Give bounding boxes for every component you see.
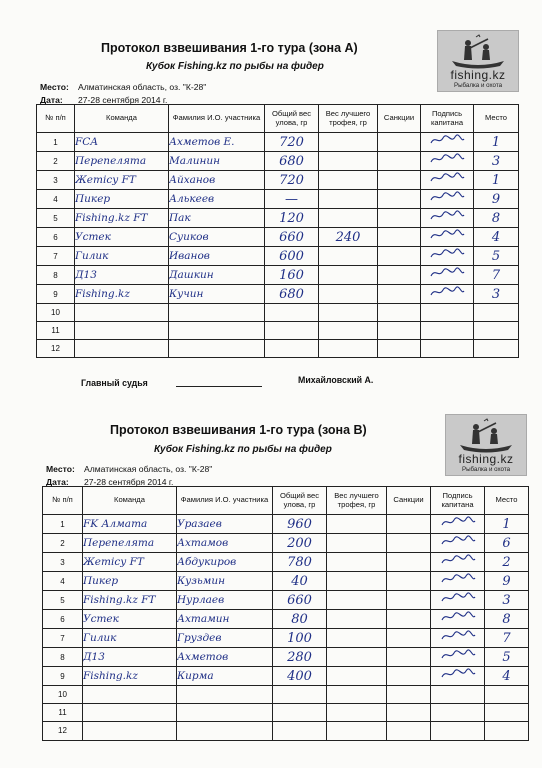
trophy-weight-cell xyxy=(319,304,378,322)
total-weight-cell: 280 xyxy=(273,648,327,667)
team-cell: Fishing.kz xyxy=(75,285,169,304)
captain-signature-cell xyxy=(431,610,485,629)
row-number: 9 xyxy=(37,285,75,304)
sanctions-cell xyxy=(387,591,431,610)
total-weight-cell: 680 xyxy=(265,152,319,171)
row-number: 9 xyxy=(43,667,83,686)
participant-cell xyxy=(169,339,265,357)
header-team: Команда xyxy=(75,105,169,133)
sanctions-cell xyxy=(387,534,431,553)
sanctions-cell xyxy=(378,209,421,228)
place-cell: 9 xyxy=(485,572,529,591)
total-weight-cell: 40 xyxy=(273,572,327,591)
team-cell: Устек xyxy=(83,610,177,629)
protocol-b-place xyxy=(46,464,212,474)
header-team: Команда xyxy=(83,487,177,515)
participant-cell: Груздев xyxy=(177,629,273,648)
header-sanctions: Санкции xyxy=(387,487,431,515)
chief-judge-name: Михайловский А. xyxy=(298,375,374,385)
trophy-weight-cell xyxy=(319,171,378,190)
table-row xyxy=(37,339,519,357)
row-number: 7 xyxy=(37,247,75,266)
sanctions-cell xyxy=(378,190,421,209)
captain-signature-cell xyxy=(421,209,474,228)
captain-signature-cell xyxy=(421,190,474,209)
sanctions-cell xyxy=(378,133,421,152)
table-row xyxy=(43,722,529,740)
captain-signature-cell xyxy=(431,648,485,667)
participant-cell xyxy=(177,704,273,722)
table-row xyxy=(43,704,529,722)
table-row xyxy=(43,648,529,667)
row-number: 5 xyxy=(43,591,83,610)
place-cell: 5 xyxy=(485,648,529,667)
participant-cell: Алькеев xyxy=(169,190,265,209)
row-number: 3 xyxy=(37,171,75,190)
signature-scribble-icon xyxy=(427,172,467,184)
signature-scribble-icon xyxy=(427,267,467,279)
row-number: 1 xyxy=(43,515,83,534)
signature-scribble-icon xyxy=(438,573,478,585)
header-participant: Фамилия И.О. участника xyxy=(177,487,273,515)
place-cell xyxy=(474,321,519,339)
row-number: 5 xyxy=(37,209,75,228)
team-cell xyxy=(83,722,177,740)
trophy-weight-cell xyxy=(319,247,378,266)
row-number: 10 xyxy=(37,304,75,322)
team-cell xyxy=(75,304,169,322)
table-row xyxy=(37,304,519,322)
table-header-row xyxy=(43,487,529,515)
participant-cell xyxy=(177,722,273,740)
trophy-weight-cell xyxy=(327,667,387,686)
row-number: 11 xyxy=(37,321,75,339)
place-cell: 8 xyxy=(485,610,529,629)
team-cell xyxy=(83,686,177,704)
header-total-weight: Общий вес улова, гр xyxy=(265,105,319,133)
place-cell: 7 xyxy=(474,266,519,285)
team-cell xyxy=(83,704,177,722)
row-number: 4 xyxy=(37,190,75,209)
participant-cell: Абдукиров xyxy=(177,553,273,572)
trophy-weight-cell xyxy=(327,515,387,534)
place-cell xyxy=(485,704,529,722)
team-cell: Перепелята xyxy=(83,534,177,553)
sanctions-cell xyxy=(387,572,431,591)
sanctions-cell xyxy=(378,339,421,357)
place-cell xyxy=(485,722,529,740)
place-value: Алматинская область, оз. "К-28" xyxy=(84,464,213,474)
date-label: Дата: xyxy=(40,95,63,105)
team-cell: Гилик xyxy=(75,247,169,266)
participant-cell: Уразаев xyxy=(177,515,273,534)
participant-cell xyxy=(169,321,265,339)
captain-signature-cell xyxy=(421,266,474,285)
trophy-weight-cell xyxy=(327,534,387,553)
trophy-weight-cell xyxy=(327,572,387,591)
header-place: Место xyxy=(485,487,529,515)
total-weight-cell: 100 xyxy=(273,629,327,648)
place-cell: 9 xyxy=(474,190,519,209)
total-weight-cell: 720 xyxy=(265,133,319,152)
sanctions-cell xyxy=(387,648,431,667)
captain-signature-cell xyxy=(431,515,485,534)
table-row xyxy=(37,321,519,339)
sanctions-cell xyxy=(378,285,421,304)
table-row xyxy=(37,152,519,171)
protocol-b-table xyxy=(42,486,529,741)
place-label: Место: xyxy=(40,82,69,92)
table-row xyxy=(37,285,519,304)
captain-signature-cell xyxy=(421,133,474,152)
table-row xyxy=(43,629,529,648)
row-number: 12 xyxy=(43,722,83,740)
place-cell: 6 xyxy=(485,534,529,553)
team-cell: Д13 xyxy=(83,648,177,667)
table-row xyxy=(37,171,519,190)
participant-cell: Кучин xyxy=(169,285,265,304)
total-weight-cell xyxy=(273,686,327,704)
captain-signature-cell xyxy=(431,534,485,553)
captain-signature-cell xyxy=(431,722,485,740)
trophy-weight-cell xyxy=(327,648,387,667)
signature-scribble-icon xyxy=(438,535,478,547)
sanctions-cell xyxy=(387,704,431,722)
trophy-weight-cell xyxy=(319,133,378,152)
header-number: № п/п xyxy=(43,487,83,515)
place-value: Алматинская область, оз. "К-28" xyxy=(78,82,207,92)
row-number: 4 xyxy=(43,572,83,591)
trophy-weight-cell xyxy=(327,704,387,722)
team-cell xyxy=(75,339,169,357)
captain-signature-cell xyxy=(421,285,474,304)
captain-signature-cell xyxy=(421,247,474,266)
signature-scribble-icon xyxy=(427,248,467,260)
total-weight-cell: 660 xyxy=(273,591,327,610)
captain-signature-cell xyxy=(431,572,485,591)
header-place: Место xyxy=(474,105,519,133)
total-weight-cell: 660 xyxy=(265,228,319,247)
participant-cell: Иванов xyxy=(169,247,265,266)
team-cell: Д13 xyxy=(75,266,169,285)
sanctions-cell xyxy=(378,266,421,285)
sanctions-cell xyxy=(378,304,421,322)
team-cell: Пикер xyxy=(75,190,169,209)
sanctions-cell xyxy=(387,629,431,648)
judge-signature-line xyxy=(176,386,262,387)
captain-signature-cell xyxy=(431,686,485,704)
team-cell: Fishing.kz xyxy=(83,667,177,686)
total-weight-cell: 960 xyxy=(273,515,327,534)
place-cell: 1 xyxy=(485,515,529,534)
row-number: 1 xyxy=(37,133,75,152)
header-trophy-weight: Вес лучшего трофея, гр xyxy=(327,487,387,515)
team-cell: Жетісу FT xyxy=(75,171,169,190)
row-number: 7 xyxy=(43,629,83,648)
team-cell xyxy=(75,321,169,339)
total-weight-cell: 200 xyxy=(273,534,327,553)
sanctions-cell xyxy=(387,722,431,740)
place-cell xyxy=(485,686,529,704)
signature-scribble-icon xyxy=(438,630,478,642)
team-cell: Гилик xyxy=(83,629,177,648)
participant-cell: Ахтамин xyxy=(177,610,273,629)
trophy-weight-cell xyxy=(327,722,387,740)
signature-scribble-icon xyxy=(438,516,478,528)
team-cell: Перепелята xyxy=(75,152,169,171)
total-weight-cell: 600 xyxy=(265,247,319,266)
trophy-weight-cell xyxy=(327,686,387,704)
logo-slogan: Рыбалка и охота xyxy=(461,466,511,473)
signature-scribble-icon xyxy=(427,229,467,241)
row-number: 11 xyxy=(43,704,83,722)
captain-signature-cell xyxy=(431,553,485,572)
captain-signature-cell xyxy=(431,629,485,648)
place-cell: 8 xyxy=(474,209,519,228)
table-row xyxy=(37,228,519,247)
total-weight-cell: 780 xyxy=(273,553,327,572)
sanctions-cell xyxy=(378,152,421,171)
participant-cell: Пак xyxy=(169,209,265,228)
table-row xyxy=(43,515,529,534)
protocol-b-title: Протокол взвешивания 1-го тура (зона В) xyxy=(110,423,367,437)
team-cell: FCA xyxy=(75,133,169,152)
header-number: № п/п xyxy=(37,105,75,133)
participant-cell: Дашкин xyxy=(169,266,265,285)
trophy-weight-cell xyxy=(319,339,378,357)
captain-signature-cell xyxy=(421,339,474,357)
signature-scribble-icon xyxy=(427,191,467,203)
total-weight-cell: 160 xyxy=(265,266,319,285)
place-cell: 4 xyxy=(485,667,529,686)
header-captain-signature: Подпись капитана xyxy=(421,105,474,133)
total-weight-cell xyxy=(265,321,319,339)
team-cell: Устек xyxy=(75,228,169,247)
captain-signature-cell xyxy=(431,704,485,722)
signature-scribble-icon xyxy=(438,592,478,604)
captain-signature-cell xyxy=(431,591,485,610)
captain-signature-cell xyxy=(431,667,485,686)
team-cell: Fishing.kz FT xyxy=(83,591,177,610)
fishing-kz-logo xyxy=(437,30,519,92)
protocol-a-subtitle: Кубок Fishing.kz по рыбы на фидер xyxy=(146,61,324,72)
team-cell: Fishing.kz FT xyxy=(75,209,169,228)
date-label: Дата: xyxy=(46,477,69,487)
row-number: 2 xyxy=(37,152,75,171)
sanctions-cell xyxy=(387,667,431,686)
total-weight-cell xyxy=(265,339,319,357)
row-number: 6 xyxy=(37,228,75,247)
participant-cell: Кузьмин xyxy=(177,572,273,591)
place-cell xyxy=(474,339,519,357)
protocol-a-place xyxy=(40,82,206,92)
total-weight-cell xyxy=(265,304,319,322)
participant-cell xyxy=(169,304,265,322)
trophy-weight-cell xyxy=(319,190,378,209)
total-weight-cell: — xyxy=(265,190,319,209)
table-row xyxy=(43,610,529,629)
sanctions-cell xyxy=(387,553,431,572)
table-row xyxy=(43,686,529,704)
participant-cell: Суиков xyxy=(169,228,265,247)
participant-cell: Айханов xyxy=(169,171,265,190)
total-weight-cell: 400 xyxy=(273,667,327,686)
sanctions-cell xyxy=(387,515,431,534)
row-number: 8 xyxy=(43,648,83,667)
total-weight-cell: 720 xyxy=(265,171,319,190)
table-row xyxy=(43,534,529,553)
row-number: 10 xyxy=(43,686,83,704)
sanctions-cell xyxy=(378,171,421,190)
header-trophy-weight: Вес лучшего трофея, гр xyxy=(319,105,378,133)
date-value: 27-28 сентября 2014 г. xyxy=(78,95,168,105)
header-participant: Фамилия И.О. участника xyxy=(169,105,265,133)
participant-cell: Малинин xyxy=(169,152,265,171)
captain-signature-cell xyxy=(421,304,474,322)
participant-cell: Нурлаев xyxy=(177,591,273,610)
row-number: 8 xyxy=(37,266,75,285)
trophy-weight-cell xyxy=(327,591,387,610)
signature-scribble-icon xyxy=(438,611,478,623)
date-value: 27-28 сентября 2014 г. xyxy=(84,477,174,487)
sanctions-cell xyxy=(378,321,421,339)
hunters-boat-icon xyxy=(448,33,508,69)
captain-signature-cell xyxy=(421,152,474,171)
fishing-kz-logo xyxy=(445,414,527,476)
trophy-weight-cell xyxy=(327,553,387,572)
table-row xyxy=(43,553,529,572)
signature-scribble-icon xyxy=(438,649,478,661)
participant-cell: Ахтамов xyxy=(177,534,273,553)
signature-scribble-icon xyxy=(427,286,467,298)
header-total-weight: Общий вес улова, гр xyxy=(273,487,327,515)
signature-scribble-icon xyxy=(427,210,467,222)
place-cell: 3 xyxy=(474,285,519,304)
trophy-weight-cell xyxy=(319,266,378,285)
table-row xyxy=(37,247,519,266)
team-cell: FK Алмата xyxy=(83,515,177,534)
logo-brand: fishing.kz xyxy=(458,452,514,466)
place-cell: 1 xyxy=(474,133,519,152)
signature-scribble-icon xyxy=(427,134,467,146)
table-row xyxy=(37,133,519,152)
hunters-boat-icon xyxy=(456,417,516,453)
team-cell: Жетісу FT xyxy=(83,553,177,572)
row-number: 6 xyxy=(43,610,83,629)
signature-scribble-icon xyxy=(438,554,478,566)
participant-cell: Ахметов xyxy=(177,648,273,667)
participant-cell: Кирма xyxy=(177,667,273,686)
row-number: 3 xyxy=(43,553,83,572)
captain-signature-cell xyxy=(421,321,474,339)
sanctions-cell xyxy=(387,686,431,704)
place-cell: 2 xyxy=(485,553,529,572)
table-row xyxy=(37,209,519,228)
sanctions-cell xyxy=(378,247,421,266)
sanctions-cell xyxy=(387,610,431,629)
total-weight-cell xyxy=(273,704,327,722)
table-row xyxy=(43,667,529,686)
chief-judge-label: Главный судья xyxy=(81,378,148,388)
captain-signature-cell xyxy=(421,228,474,247)
place-cell: 7 xyxy=(485,629,529,648)
place-cell: 4 xyxy=(474,228,519,247)
header-captain-signature: Подпись капитана xyxy=(431,487,485,515)
trophy-weight-cell xyxy=(319,209,378,228)
table-row xyxy=(37,266,519,285)
protocol-b-subtitle: Кубок Fishing.kz по рыбы на фидер xyxy=(154,444,332,455)
signature-scribble-icon xyxy=(438,668,478,680)
trophy-weight-cell xyxy=(327,629,387,648)
table-row xyxy=(43,591,529,610)
logo-slogan: Рыбалка и охота xyxy=(453,82,503,89)
total-weight-cell: 80 xyxy=(273,610,327,629)
captain-signature-cell xyxy=(421,171,474,190)
place-label: Место: xyxy=(46,464,75,474)
participant-cell: Ахметов Е. xyxy=(169,133,265,152)
place-cell: 5 xyxy=(474,247,519,266)
logo-brand: fishing.kz xyxy=(450,68,506,82)
sanctions-cell xyxy=(378,228,421,247)
trophy-weight-cell xyxy=(319,285,378,304)
team-cell: Пикер xyxy=(83,572,177,591)
trophy-weight-cell xyxy=(319,321,378,339)
total-weight-cell: 680 xyxy=(265,285,319,304)
place-cell: 3 xyxy=(485,591,529,610)
row-number: 2 xyxy=(43,534,83,553)
header-sanctions: Санкции xyxy=(378,105,421,133)
table-row xyxy=(37,190,519,209)
participant-cell xyxy=(177,686,273,704)
table-header-row xyxy=(37,105,519,133)
trophy-weight-cell xyxy=(327,610,387,629)
total-weight-cell xyxy=(273,722,327,740)
trophy-weight-cell xyxy=(319,152,378,171)
total-weight-cell: 120 xyxy=(265,209,319,228)
place-cell: 1 xyxy=(474,171,519,190)
place-cell xyxy=(474,304,519,322)
protocol-a-title: Протокол взвешивания 1-го тура (зона А) xyxy=(101,41,358,55)
table-row xyxy=(43,572,529,591)
signature-scribble-icon xyxy=(427,153,467,165)
place-cell: 3 xyxy=(474,152,519,171)
protocol-a-table xyxy=(36,104,519,358)
trophy-weight-cell: 240 xyxy=(319,228,378,247)
row-number: 12 xyxy=(37,339,75,357)
